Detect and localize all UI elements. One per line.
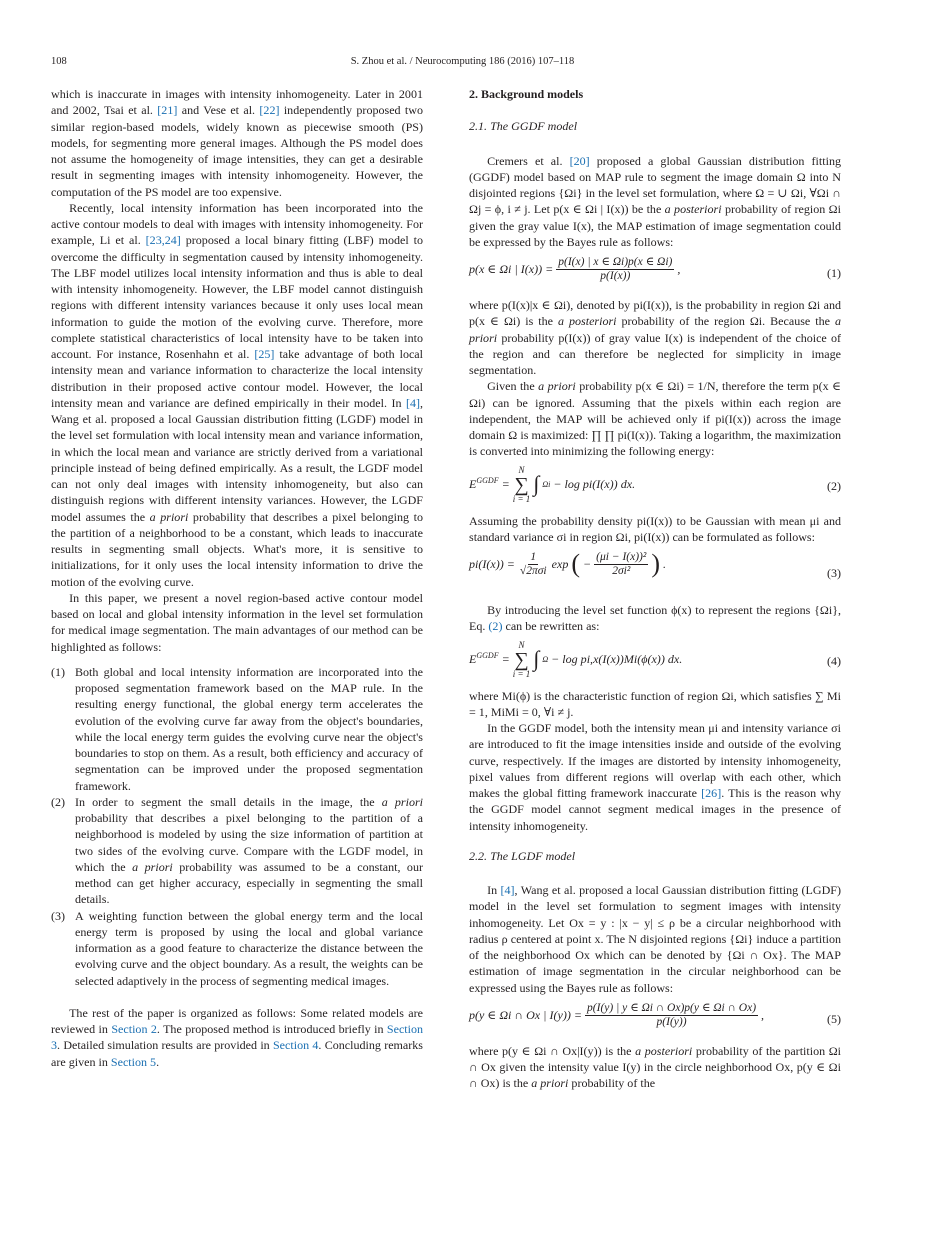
citation-link[interactable]: [22] — [259, 103, 280, 118]
section-link[interactable]: Section 2 — [111, 1022, 157, 1036]
equation-1: p(x ∈ Ωi | I(x)) = $\frac{p(I(x) | x \in \Omega i)p(x \in \Omega i)}{p(I(x))}$ , (1) — [469, 256, 841, 282]
list-item: (3) A weighting function between the global energy term and the local energy term is proposed by using the local and global variance information as a good feature to characterize the distance between the evolving curve and the object boundary. As a result, the weights can be selected adaptively in the process of segmenting medical images. — [51, 908, 423, 988]
paragraph: which is inaccurate in images with intensity inhomogeneity. Later in 2001 and 2002, Tsai et al. [21] and Vese et al. [22] independently proposed two similar region-based models, widely known as piecewise smooth (PS) models, for segmenting more general images. Although the PS model does not assume the homogeneity of image intensities, they can get a desirable result in segmenting images with intensity inhomogeneity. However, the computation of the PS model are too expensive. — [51, 87, 423, 199]
equation-number: (2) — [826, 478, 841, 493]
subsection-heading: 2.1. The GGDF model — [469, 119, 578, 134]
section-heading: 2. Background models — [469, 87, 584, 101]
citation-link[interactable]: [4] — [500, 883, 515, 897]
equation-link[interactable]: (2) — [488, 619, 503, 634]
paragraph: Assuming the probability density pi(I(x)) to be Gaussian with mean μi and standard variance σi in region Ωi, pi(I(x)) can be formulated as follows: — [469, 513, 841, 544]
citation-link[interactable]: [26] — [701, 786, 722, 800]
left-column — [51, 86, 423, 1070]
citation-link[interactable]: [4] — [405, 395, 420, 410]
list-item: (2) In order to segment the small details in the image, the a priori probability that describes a pixel belonging to the partition of a neighborhood is modeled by using the size information of partition at two sides of the evolving curve. Compare with the LGDF model, in which the a priori probability was assumed to be a constant, our method can get higher accuracy, especially in segmenting the small details. — [51, 794, 424, 907]
equation-3: pi(I(x)) = $\frac{1}{\text{√2πσi}}$ exp ( − $\frac{\text{(μi − I(x))²}}{\text{2σi²}}$ ) . (3) — [469, 549, 841, 580]
running-title: S. Zhou et al. / Neurocomputing 186 (2016) 107–118 — [350, 56, 575, 67]
paragraph: Cremers et al. [20] proposed a global Gaussian distribution fitting (GGDF) model based on MAP rule to segment the image domain Ω into N disjointed regions {Ωi} in the level set formulation, where Ω = ∪ Ωi, ∀Ωi ∩ Ωj = ϕ, i ≠ j. Let p(x ∈ Ωi | I(x)) be the a posteriori probability of region Ωi given the gray value I(x), the MAP estimation of image segmentation could be expressed by the Bayes rule as follows: — [469, 153, 841, 249]
paragraph: In this paper, we present a novel region-based active contour model based on local and global intensity information in the level set formulation for medical image segmentation. The main advantages of our method can be highlighted as follows: — [51, 590, 423, 654]
equation-number: (3) — [826, 565, 841, 580]
paragraph: where p(I(x)|x ∈ Ωi), denoted by pi(I(x)), is the probability in region Ωi and p(x ∈ Ωi) is the a posteriori probability of the region Ωi. Because the a priori probability p(I(x)) of gray value I(x) is independent of the choice of the region and can therefore be neglected for simplicity in image segmentation. — [469, 298, 842, 377]
paragraph: where p(y ∈ Ωi ∩ Ox|I(y)) is the a posteriori probability of the partition Ωi ∩ Ox given the intensity value I(y) in the circle neighborhood Ox, p(y ∈ Ωi ∩ Ox) is the a priori probability of the — [469, 1043, 842, 1091]
paragraph: In the GGDF model, both the intensity mean μi and intensity variance σi are introduced to fit the image intensities inside and outside of the evolving curve, respectively. If the images are distorted by intensity inhomogeneity, pixel values from different regions will overlap with each other, which makes the global fitting framework inaccurate [26]. This is the reason why the GGDF model cannot segment medical images in the presence of intensity inhomogeneity. — [469, 721, 841, 833]
citation-link[interactable]: [20] — [569, 153, 590, 168]
equation-number: (5) — [826, 1011, 841, 1026]
equation-5: p(y ∈ Ωi ∩ Ox | I(y)) = $\frac{p(I(y) | y \in \Omega i \cap Ox)p(y \in \Omega i \cap Ox)}{p(I(y))}$ , (5) — [469, 1001, 841, 1028]
section-link[interactable]: Section 3 — [51, 1022, 424, 1053]
subsection-heading: 2.2. The LGDF model — [469, 848, 576, 863]
paragraph: Given the a priori probability p(x ∈ Ωi) = 1/N, therefore the term p(x ∈ Ωi) can be ignored. Assuming that the pixels within each region are independent, the MAP will be achieved only if pi(I(x)) across the image domain Ω is maximized: ∏ ∏ pi(I(x)). Taking a logarithm, the maximization is converted into minimizing the following energy: — [469, 379, 842, 459]
page-number: 108 — [51, 56, 67, 67]
equation-4: $E^{GGDF}$ = N ∑ i = 1 ∫ Ω − log pi,x(I(x))Mi(ϕ(x)) dx. (4) — [469, 639, 841, 679]
paragraph: In [4], Wang et al. proposed a local Gaussian distribution fitting (LGDF) model in the level set formulation to segment images with intensity inhomogeneity. Let Ox = y : |x − y| ≤ ρ be a circular neighborhood with radius ρ centered at point x. The N disjointed regions {Ωi} induce a partition of the neighborhood Ox which can be denoted by {Ωi ∩ Ox}. The MAP estimation of image segmentation in the circular neighborhood can be expressed using the Bayes rule as follows: — [469, 883, 841, 995]
contributions-list — [51, 664, 423, 989]
paragraph: where Mi(ϕ) is the characteristic function of region Ωi, which satisfies ∑ Mi = 1, MiMi = 0, ∀i ≠ j. — [469, 688, 841, 719]
citation-link[interactable]: [23,24] — [145, 233, 181, 248]
equation-number: (4) — [826, 653, 841, 668]
list-item: (1) Both global and local intensity information are incorporated into the proposed segmentation framework based on the MAP rule. In the resulting energy functional, the global energy term accelerates the evolution of the evolving curve far away from the object's boundaries, while the local energy term guides the evolving curve near the object's boundaries to stop on them. As a result, both efficiency and accuracy of segmentation can be improved under the proposed segmentation framework. — [51, 664, 423, 793]
right-column — [469, 86, 841, 1092]
section-link[interactable]: Section 4 — [272, 1038, 319, 1053]
paragraph: By introducing the level set function ϕ(x) to represent the regions {Ωi}, Eq. (2) can be rewritten as: — [469, 603, 841, 634]
equation-2: $E^{GGDF}$ = N ∑ i = 1 ∫ Ωi − log pi(I(x)) dx. (2) — [469, 464, 841, 504]
section-link[interactable]: Section 5 — [110, 1054, 157, 1069]
paragraph: Recently, local intensity information has been incorporated into the active contour models to deal with images with intensity inhomogeneity. For example, Li et al. [23,24] proposed a local binary fitting (LBF) model to overcome the difficulty in segmentation caused by intensity inhomogeneity. The LBF model utilizes local intensity information and thus is able to deal with intensity inhomogeneity. However, the LBF model cannot distinguish regions with different intensity variances because it only uses local mean information to guide the motion of the evolving curve. Therefore, more complete statistical characteristics of local intensity have to be taken into account. For instance, Rosenhahn et al. [25] take advantage of both local intensity mean and variance information to characterize the local intensity distribution in their proposed active contour model. However, the local intensity mean and variance are defined empirically in their model. In [4], Wang et al. proposed a local Gaussian distribution fitting (LGDF) model in the level set formulation with local intensity mean and variance information, in which the local mean and variance are strictly derived from a variational principle instead of being defined empirically. As a result, the LGDF model can not only deal images with intensity inhomogeneity, but also can distinguish regions with different intensity variances. However, the LGDF model assumes the a priori probability that describes a pixel belonging to the partition of a neighborhood to be a constant, which leads to inaccurate results in segmenting small objects. What's more, it is sensitive to initializations, for it only uses the local intensity information to drive the motion of the evolving curve. — [51, 200, 424, 589]
equation-number: (1) — [826, 265, 841, 280]
citation-link[interactable]: [21] — [157, 103, 178, 118]
paragraph: The rest of the paper is organized as follows: Some related models are reviewed in Section 2. The proposed method is introduced briefly in Section 3. Detailed simulation results are provided in Section 4. Concluding remarks are given in Section 5. — [51, 1005, 424, 1069]
citation-link[interactable]: [25] — [254, 347, 275, 361]
